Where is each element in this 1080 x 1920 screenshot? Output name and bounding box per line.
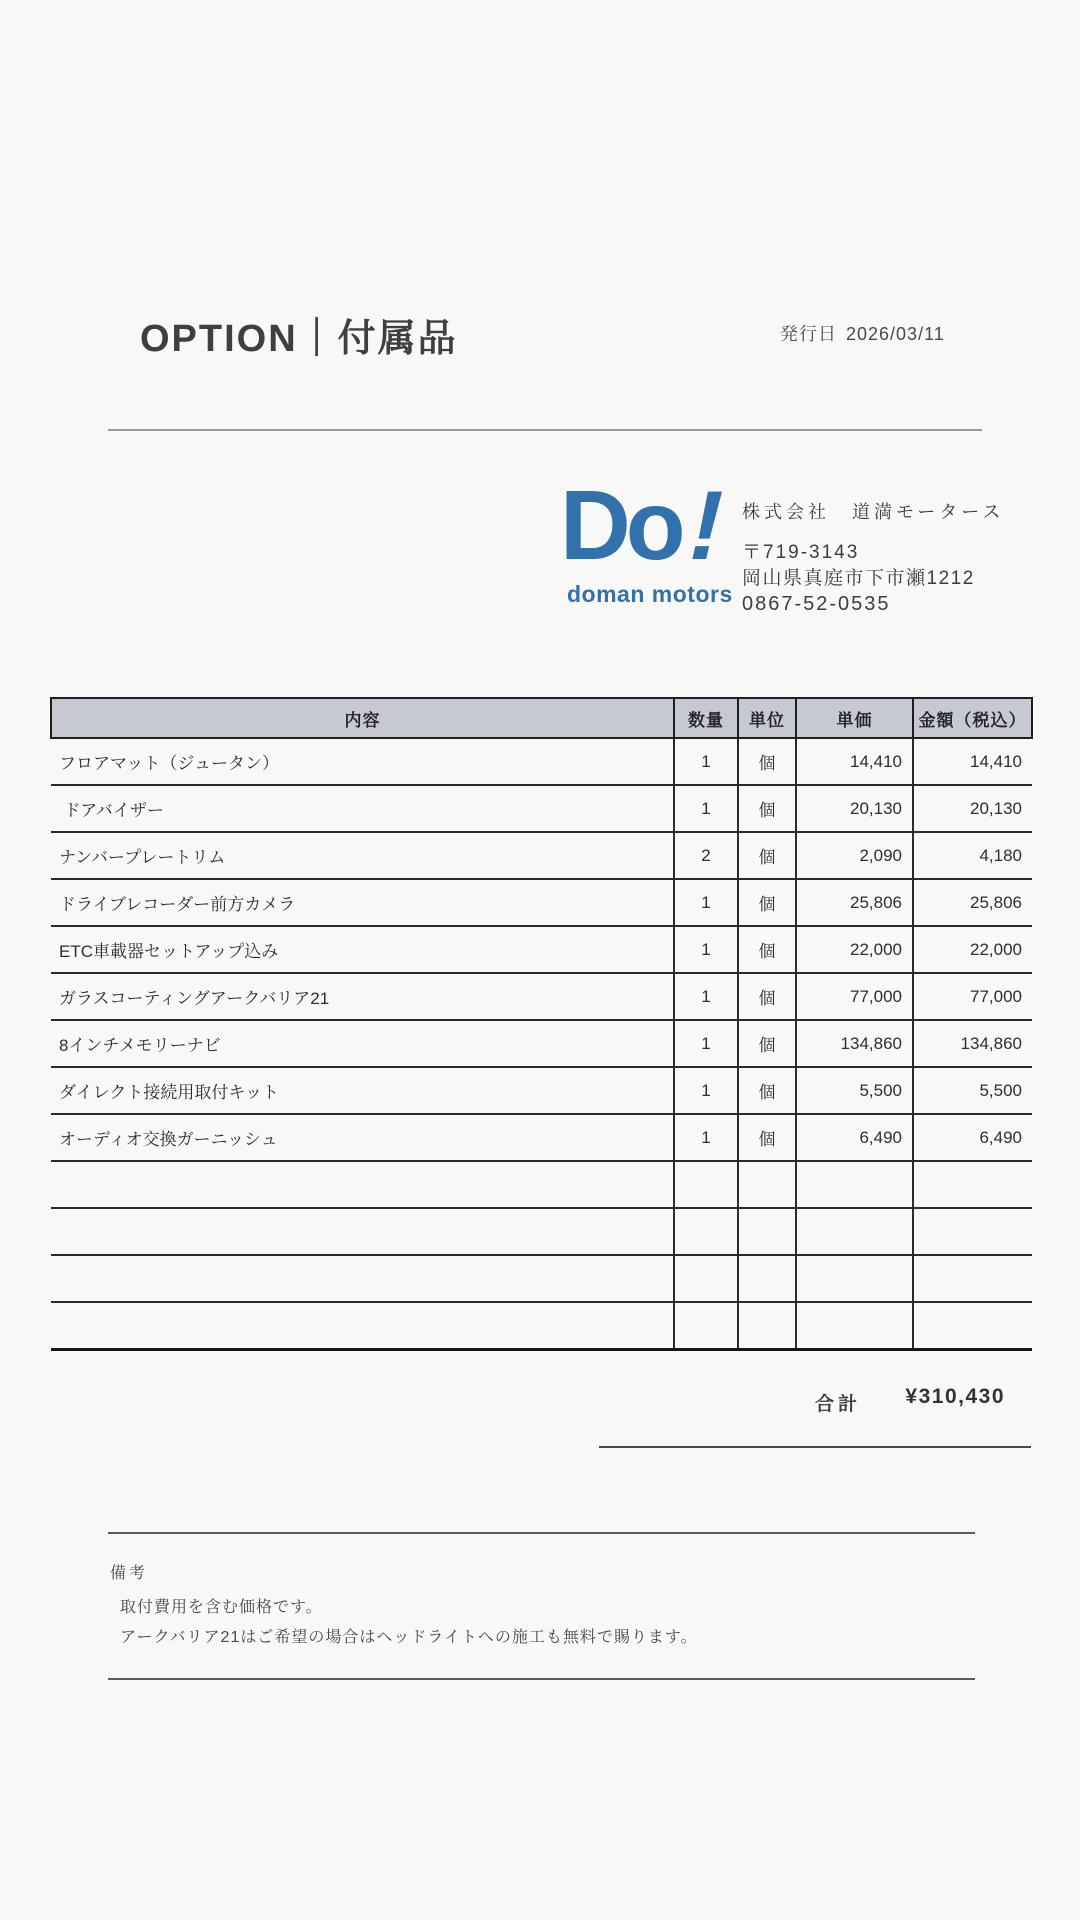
item-amount: 14,410 [913,738,1032,785]
item-amount: 77,000 [913,973,1032,1020]
issue-date [780,325,945,345]
item-unit-price: 25,806 [796,879,913,926]
notes-line-1: 取付費用を含む価格です。 [120,1599,323,1616]
item-unit: 個 [738,1114,796,1161]
table-row [51,785,1032,832]
table-row [51,738,1032,785]
table-row [51,926,1032,973]
company-logo-subtext: doman motors [567,581,733,607]
item-qty [674,1255,738,1302]
page-title: OPTION｜付属品 [140,318,458,360]
notes-divider-bottom [108,1678,975,1680]
header-qty: 数量 [674,698,738,738]
item-name [51,1161,674,1208]
company-postal-code: 〒719-3143 [742,541,860,563]
item-unit-price [796,1161,913,1208]
header-unit-price: 単価 [796,698,913,738]
logo-exclamation: ! [677,470,731,580]
table-row [51,973,1032,1020]
item-unit-price: 20,130 [796,785,913,832]
item-amount [913,1161,1032,1208]
item-qty: 1 [674,1020,738,1067]
item-name: ドアバイザー [51,785,674,832]
item-qty: 1 [674,738,738,785]
table-row [51,1067,1032,1114]
item-unit: 個 [738,1020,796,1067]
title-divider [108,429,982,431]
item-unit-price: 6,490 [796,1114,913,1161]
item-unit-price [796,1208,913,1255]
item-unit: 個 [738,738,796,785]
header-content: 内容 [51,698,674,738]
item-qty: 1 [674,879,738,926]
item-unit-price [796,1255,913,1302]
table-row-empty [51,1208,1032,1255]
item-qty: 1 [674,973,738,1020]
notes-divider-top [108,1532,975,1534]
item-qty: 1 [674,785,738,832]
item-amount: 22,000 [913,926,1032,973]
item-unit-price: 5,500 [796,1067,913,1114]
item-unit: 個 [738,1067,796,1114]
item-unit-price: 134,860 [796,1020,913,1067]
item-amount [913,1302,1032,1350]
item-unit [738,1161,796,1208]
item-amount: 4,180 [913,832,1032,879]
item-name: 8インチメモリーナビ [51,1020,674,1067]
item-unit [738,1208,796,1255]
item-name: ナンバープレートリム [51,832,674,879]
total-underline [599,1446,1031,1448]
company-address: 岡山県真庭市下市瀬1212 [742,567,975,589]
company-logo [560,470,731,580]
table-row [51,1020,1032,1067]
item-qty: 1 [674,1114,738,1161]
item-name: ダイレクト接続用取付キット [51,1067,674,1114]
item-amount [913,1208,1032,1255]
item-qty [674,1208,738,1255]
company-info-block [742,502,1004,616]
notes-heading: 備考 [110,1565,149,1582]
item-unit [738,1255,796,1302]
table-header-row [51,698,1032,738]
header-unit: 単位 [738,698,796,738]
item-amount: 134,860 [913,1020,1032,1067]
item-amount: 20,130 [913,785,1032,832]
header-amount: 金額（税込） [913,698,1032,738]
table-row [51,879,1032,926]
item-qty [674,1302,738,1350]
table-row-empty [51,1302,1032,1350]
item-name: ドライブレコーダー前方カメラ [51,879,674,926]
item-name: オーディオ交換ガーニッシュ [51,1114,674,1161]
item-name: ガラスコーティングアークバリア21 [51,973,674,1020]
item-unit-price: 77,000 [796,973,913,1020]
item-amount: 5,500 [913,1067,1032,1114]
item-unit-price: 2,090 [796,832,913,879]
item-name: フロアマット（ジュータン） [51,738,674,785]
table-row-empty [51,1161,1032,1208]
item-amount: 6,490 [913,1114,1032,1161]
item-name [51,1208,674,1255]
logo-text: Do [560,470,681,580]
item-unit: 個 [738,926,796,973]
total-label: 合計 [815,1394,862,1415]
item-amount: 25,806 [913,879,1032,926]
item-unit: 個 [738,832,796,879]
company-phone: 0867-52-0535 [742,593,891,616]
item-unit [738,1302,796,1350]
item-name: ETC車載器セットアップ込み [51,926,674,973]
option-items-table [50,697,1033,1351]
item-unit-price: 14,410 [796,738,913,785]
item-unit-price: 22,000 [796,926,913,973]
total-value: ¥310,430 [905,1385,1005,1408]
item-qty: 1 [674,926,738,973]
item-qty [674,1161,738,1208]
company-name: 株式会社 道満モータース [742,502,1005,522]
table-row [51,832,1032,879]
notes-line-2: アークバリア21はご希望の場合はヘッドライトへの施工も無料で賜ります。 [120,1629,698,1646]
item-qty: 1 [674,1067,738,1114]
item-name [51,1255,674,1302]
item-amount [913,1255,1032,1302]
issue-date-value: 2026/03/11 [846,324,945,344]
issue-date-label: 発行日 [780,324,837,344]
item-unit-price [796,1302,913,1350]
item-qty: 2 [674,832,738,879]
item-name [51,1302,674,1350]
table-row-empty [51,1255,1032,1302]
item-unit: 個 [738,785,796,832]
table-row [51,1114,1032,1161]
item-unit: 個 [738,973,796,1020]
item-unit: 個 [738,879,796,926]
